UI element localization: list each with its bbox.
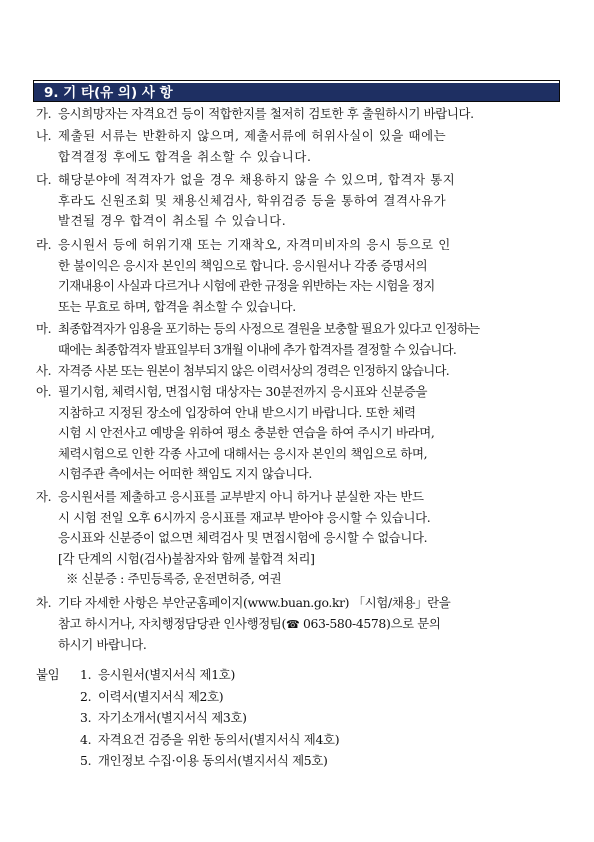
contact-line — [36, 614, 564, 636]
item-line: 최종합격자가 임용을 포기하는 등의 사정으로 결원을 보충할 필요가 있다고 인정하는 — [58, 321, 480, 336]
item-line: 기타 자세한 사항은 부안군홈페이지(www.buan.go.kr) 「시험/채용」란을 — [58, 595, 451, 610]
item-line: 한 불이익은 응시자 본인의 책임으로 합니다. 응시원서나 각종 증명서의 — [58, 257, 428, 273]
item-line: 하시기 바랍니다. — [58, 637, 147, 653]
attachments — [36, 664, 564, 772]
item-line: 또는 무효로 하며, 합격을 취소할 수 있습니다. — [58, 298, 296, 314]
item-label: 사. — [36, 363, 52, 378]
attachment-item: 자격요건 검증을 위한 동의서(별지서식 제4호) — [98, 731, 340, 747]
notice-item-ma — [36, 319, 564, 360]
attachment-num: 5. — [80, 753, 92, 769]
attachment-num: 2. — [80, 688, 92, 704]
item-label: 차. — [36, 595, 52, 610]
bracket-note: [각 단계의 시험(검사)불참자와 함께 불합격 처리] — [58, 550, 315, 566]
notice-item-sa — [36, 361, 564, 382]
item-line: 응시희망자는 자격요건 등이 적합한지를 철저히 검토한 후 출원하시기 바랍니다. — [58, 106, 474, 121]
attachment-item: 이력서(별지서식 제2호) — [98, 688, 224, 704]
item-line: 때에는 최종합격자 발표일부터 3개월 이내에 추가 합격자를 결정할 수 있습니다. — [58, 341, 457, 357]
item-label: 가. — [36, 106, 52, 121]
item-line: 응시원서 등에 허위기재 또는 기재착오, 자격미비자의 응시 등으로 인 — [58, 237, 451, 252]
item-line: 기재내용이 사실과 다르거나 시험에 관한 규정을 위반하는 자는 시험을 정지 — [58, 278, 435, 294]
item-line: 지참하고 지정된 장소에 입장하여 안내 받으시기 바랍니다. 또한 체력 — [58, 404, 416, 420]
item-line: 응시표와 신분증이 없으면 체력검사 및 면접시험에 응시할 수 없습니다. — [58, 530, 428, 546]
item-line: 체력시험으로 인한 각종 사고에 대해서는 응시자 본인의 책임으로 하며, — [58, 445, 428, 461]
item-line: 시험주관 측에서는 어떠한 책임도 지지 않습니다. — [58, 466, 312, 482]
item-label: 마. — [36, 321, 52, 336]
notice-item-ga — [36, 104, 564, 125]
item-label: 라. — [36, 237, 52, 252]
attachments-lead: 붙임 — [36, 667, 60, 682]
item-line: 시 시험 전일 오후 6시까지 응시표를 재교부 받아야 응시할 수 있습니다. — [58, 509, 431, 525]
item-line: 후라도 신원조회 및 채용신체검사, 학위검증 등을 통하여 결격사유가 — [58, 192, 447, 208]
attachment-item: 응시원서(별지서식 제1호) — [98, 667, 235, 682]
phone-icon: ☎ — [286, 617, 300, 631]
item-label: 나. — [36, 128, 52, 143]
item-line: 발견될 경우 합격이 취소될 수 있습니다. — [58, 213, 287, 229]
attachment-num: 1. — [80, 667, 92, 682]
notice-item-na — [36, 126, 564, 167]
notice-item-da — [36, 170, 564, 232]
attachment-num: 3. — [80, 710, 92, 726]
item-label: 아. — [36, 384, 52, 399]
notice-item-cha — [36, 593, 564, 656]
item-line: 해당분야에 적격자가 없을 경우 채용하지 않을 수 있으며, 합격자 통지 — [58, 172, 456, 187]
notice-item-a — [36, 382, 564, 485]
attachment-num: 4. — [80, 731, 92, 747]
item-line: 필기시험, 체력시험, 면접시험 대상자는 30분전까지 응시표와 신분증을 — [58, 384, 428, 399]
item-line: 참고 하시거나, 자치행정담당관 인사행정팀( — [58, 615, 286, 631]
item-label: 다. — [36, 172, 52, 187]
item-line: 합격결정 후에도 합격을 취소할 수 있습니다. — [58, 148, 312, 164]
item-label: 자. — [36, 489, 52, 504]
id-note: ※ 신분증 : 주민등록증, 운전면허증, 여권 — [66, 571, 282, 587]
attachment-item: 개인정보 수집·이용 동의서(별지서식 제5호) — [98, 753, 328, 769]
item-line: 자격증 사본 또는 원본이 첨부되지 않은 이력서상의 경력은 인정하지 않습니다. — [58, 363, 449, 378]
attachment-item: 자기소개서(별지서식 제3호) — [98, 710, 247, 726]
item-line: 응시원서를 제출하고 응시표를 교부받지 아니 하거나 분실한 자는 반드 — [58, 489, 424, 504]
notice-item-ra — [36, 235, 564, 317]
section-title: 9. 기 타(유 의) 사 항 — [33, 80, 560, 102]
item-line: 제출된 서류는 반환하지 않으며, 제출서류에 허위사실이 있을 때에는 — [58, 128, 447, 143]
item-line: 시험 시 안전사고 예방을 위하여 평소 충분한 연습을 하여 주시기 바라며, — [58, 425, 435, 441]
phone-suffix: )으로 문의 — [385, 615, 441, 631]
notice-item-ja — [36, 487, 564, 590]
phone-number: 063-580-4578 — [302, 615, 386, 631]
